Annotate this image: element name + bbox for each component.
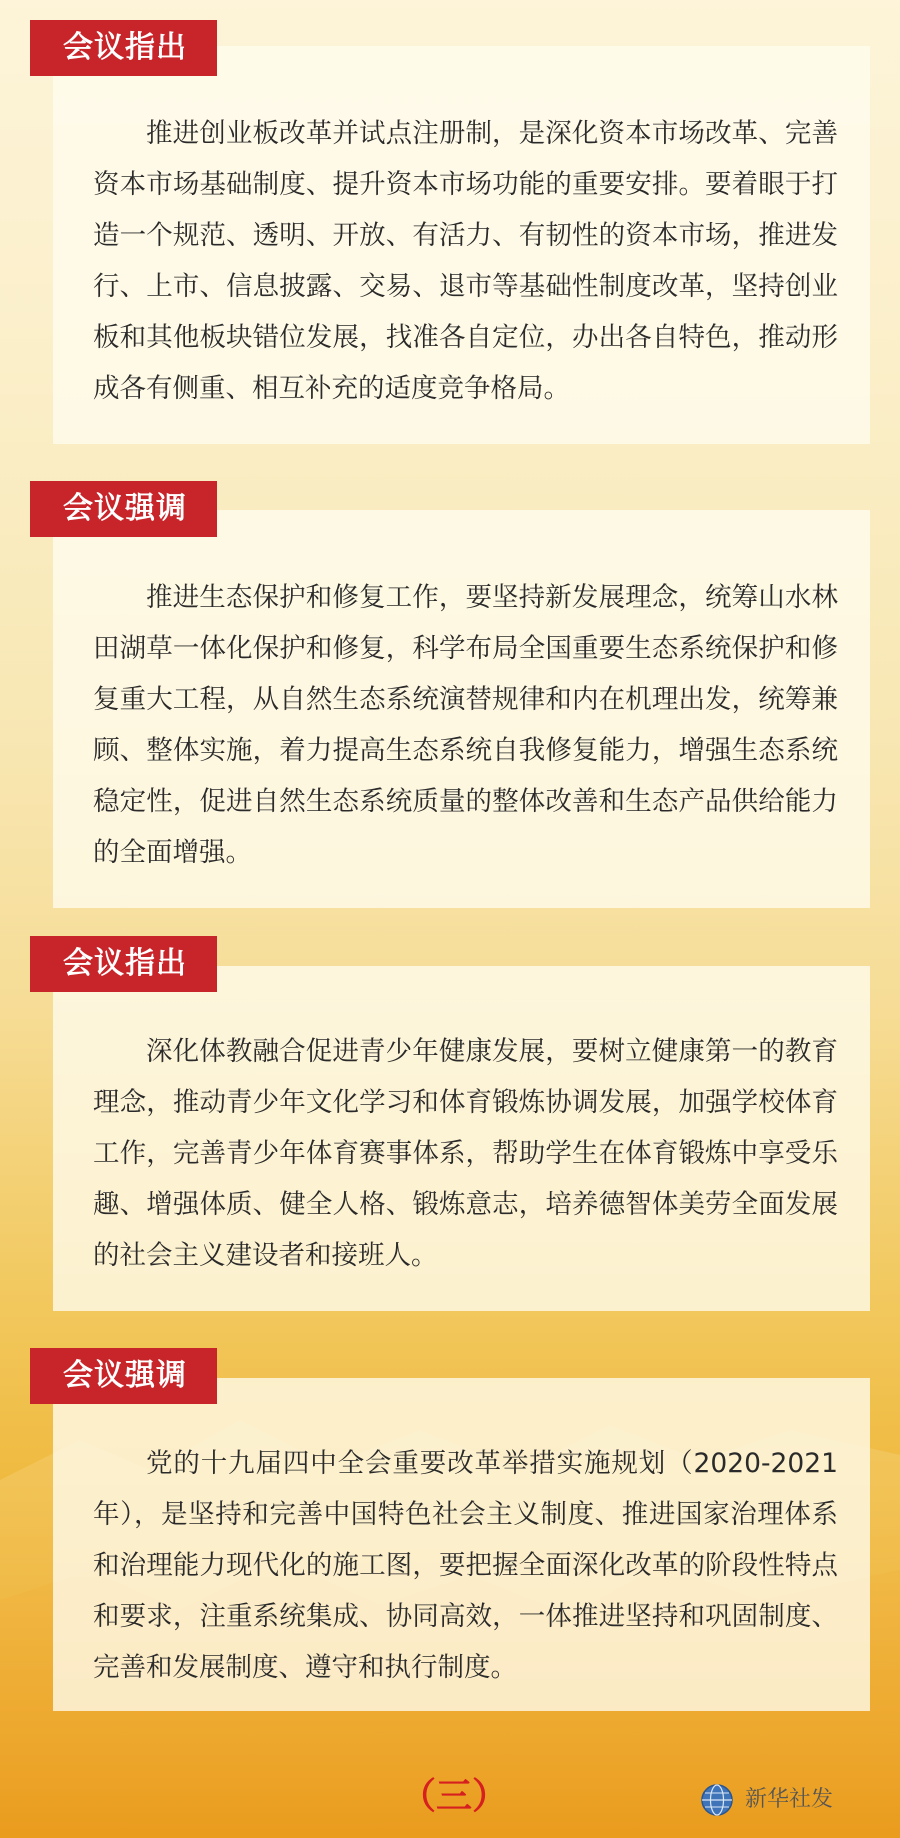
page-marker: （三） — [400, 1776, 509, 1817]
section-text-4: 党的十九届四中全会重要改革举措实施规划（2020-2021年），是坚持和完善中国特色社会主义制度、推进国家治理体系和治理能力现代化的施工图，要把握全面深化改革的阶段性特点和要求，注重系统集成、协同高效，一体推进坚持和巩固制度、完善和发展制度、遵守和执行制度。 — [93, 1448, 838, 1683]
section-tag-2: 会议强调 — [30, 481, 217, 537]
section-text-3: 深化体教融合促进青少年健康发展，要树立健康第一的教育理念，推动青少年文化学习和体育锻炼协调发展，加强学校体育工作，完善青少年体育赛事体系，帮助学生在体育锻炼中享受乐趣、增强体质、健全人格、锻炼意志，培养德智体美劳全面发展的社会主义建设者和接班人。 — [93, 1036, 838, 1271]
brand-label: 新华社发 — [745, 1787, 834, 1812]
section-tag-4: 会议强调 — [30, 1348, 217, 1404]
xinhua-globe-icon — [700, 1783, 734, 1817]
section-tag-3: 会议指出 — [30, 936, 217, 992]
section-text-2: 推进生态保护和修复工作，要坚持新发展理念，统筹山水林田湖草一体化保护和修复，科学布局全国重要生态系统保护和修复重大工程，从自然生态系统演替规律和内在机理出发，统筹兼顾、整体实施，着力提高生态系统自我修复能力，增强生态系统稳定性，促进自然生态系统质量的整体改善和生态产品供给能力的全面增强。 — [93, 582, 838, 868]
section-tag-1: 会议指出 — [30, 20, 217, 76]
section-text-1: 推进创业板改革并试点注册制，是深化资本市场改革、完善资本市场基础制度、提升资本市场功能的重要安排。要着眼于打造一个规范、透明、开放、有活力、有韧性的资本市场，推进发行、上市、信息披露、交易、退市等基础性制度改革，坚持创业板和其他板块错位发展，找准各自定位，办出各自特色，推动形成各有侧重、相互补充的适度竞争格局。 — [93, 118, 838, 404]
